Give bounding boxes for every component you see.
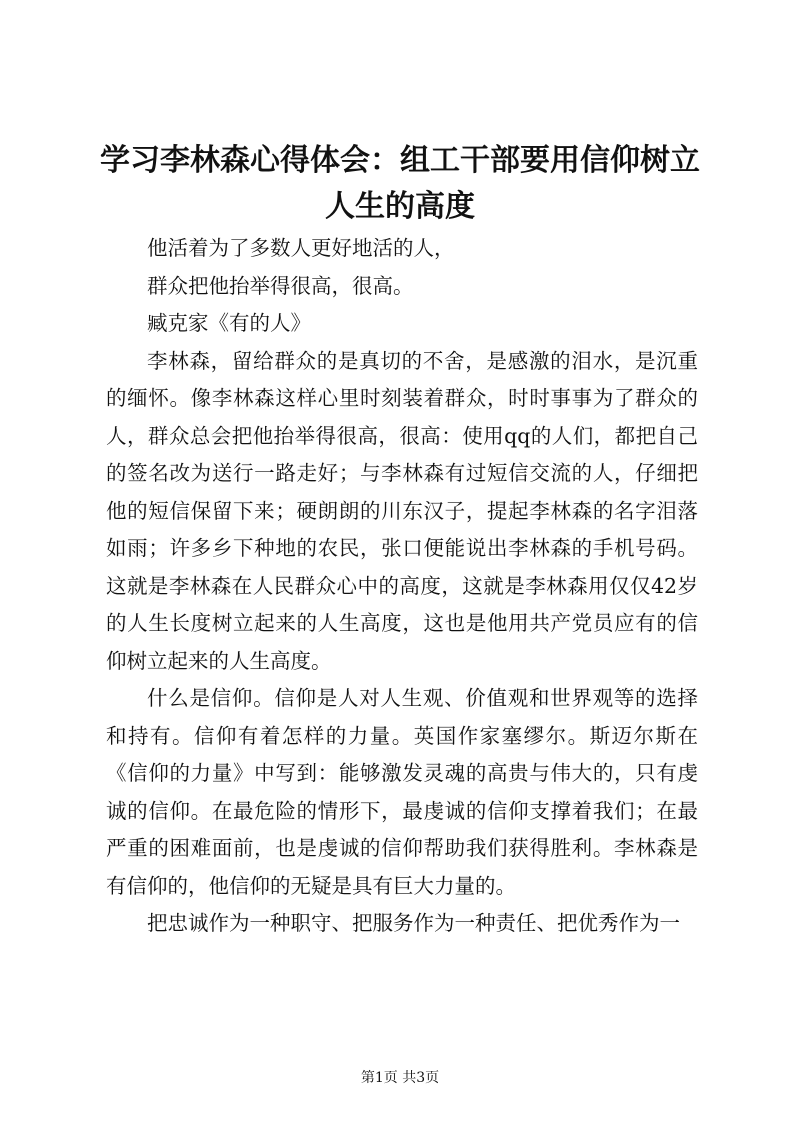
paragraph-5: 什么是信仰。信仰是人对人生观、价值观和世界观等的选择和持有。信仰有着怎样的力量。英国作家塞缪尔。斯迈尔斯在《信仰的力量》中写到：能够激发灵魂的高贵与伟大的，只有虔诚的信仰。在最危险的情形下，最虔诚的信仰支撑着我们；在最严重的困难面前，也是虔诚的信仰帮助我们获得胜利。李林森是有信仰的，他信仰的无疑是具有巨大力量的。	[106, 686, 698, 898]
page-footer: 第1页 共3页	[360, 1070, 440, 1086]
document-title: 学习李林森心得体会：组工干部要用信仰树立人生的高度	[100, 143, 700, 224]
document-body	[106, 230, 698, 943]
paragraph-2: 群众把他抬举得很高，很高。	[147, 273, 414, 298]
paragraph-1: 他活着为了多数人更好地活的人，	[147, 236, 455, 260]
paragraph-4: 李林森，留给群众的是真切的不舍，是感激的泪水，是沉重的缅怀。像李林森这样心里时刻装着群众，时时事事为了群众的人，群众总会把他抬举得很高，很高：使用qq的人们，都把自己的签名改为送行一路走好；与李林森有过短信交流的人，仔细把他的短信保留下来；硬朗朗的川东汉子，提起李林森的名字泪落如雨；许多乡下种地的农民，张口便能说出李林森的手机号码。这就是李林森在人民群众心中的高度，这就是李林森用仅仅42岁的人生长度树立起来的人生高度，这也是他用共产党员应有的信仰树立起来的人生高度。	[106, 348, 698, 673]
paragraph-3: 臧克家《有的人》	[147, 311, 311, 335]
paragraph-6: 把忠诚作为一种职守、把服务作为一种责任、把优秀作为一	[147, 911, 680, 935]
